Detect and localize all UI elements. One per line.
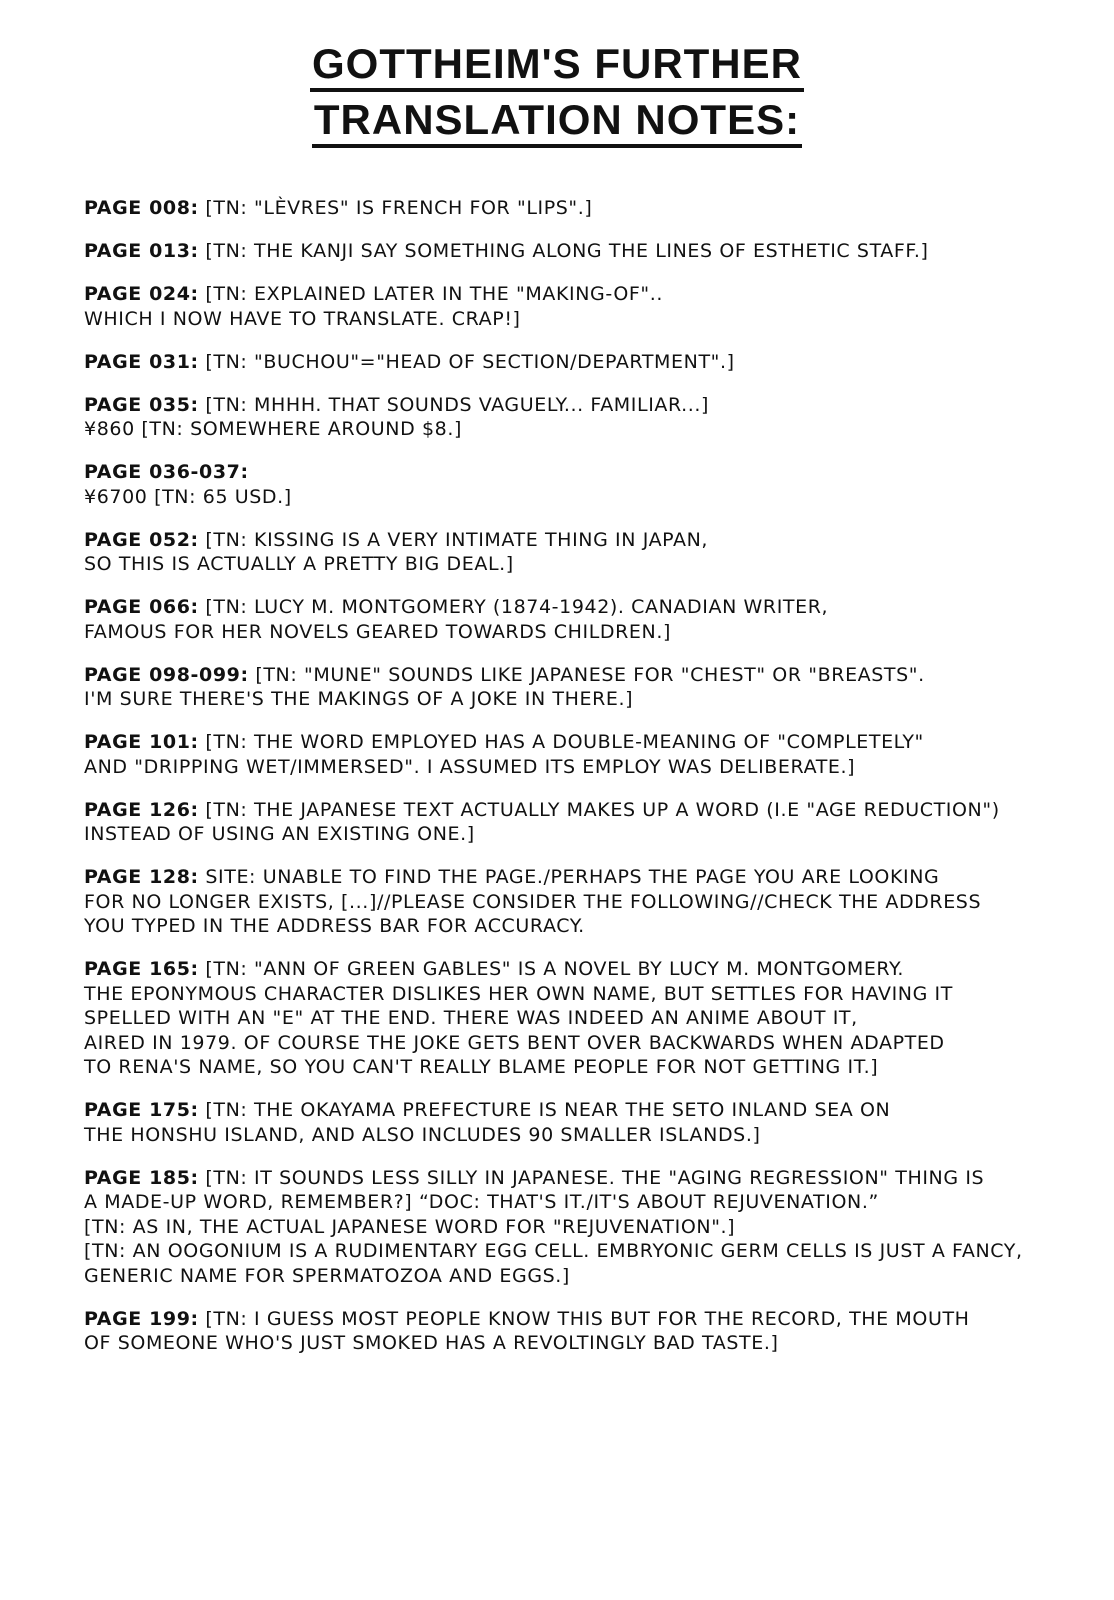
title-line-1: GOTTHEIM'S FURTHER (310, 40, 804, 92)
note-text: ¥6700 [TN: 65 USD.] (84, 485, 292, 508)
notes-list (84, 196, 1084, 1374)
note-label: PAGE 185: (84, 1166, 199, 1189)
note-text: [TN: "MUNE" SOUNDS LIKE JAPANESE FOR "CHEST" OR "BREASTS". (255, 663, 925, 686)
note-page-035 (84, 393, 1084, 442)
note-label: PAGE 035: (84, 393, 199, 416)
note-text: [TN: KISSING IS A VERY INTIMATE THING IN JAPAN, (205, 528, 709, 551)
note-label: PAGE 024: (84, 283, 199, 305)
note-text: FOR NO LONGER EXISTS, [...]//PLEASE CONSIDER THE FOLLOWING//CHECK THE ADDRESS (84, 890, 982, 913)
note-label: PAGE 126: (84, 798, 199, 821)
note-text: [TN: MHHH. THAT SOUNDS VAGUELY... FAMILIAR...] (205, 393, 710, 416)
note-page-036-037 (84, 460, 1084, 509)
note-text: [TN: THE KANJI SAY SOMETHING ALONG THE LINES OF ESTHETIC STAFF.] (205, 240, 929, 262)
note-text: [TN: AS IN, THE ACTUAL JAPANESE WORD FOR "REJUVENATION".] (84, 1215, 736, 1238)
note-text: AND "DRIPPING WET/IMMERSED". I ASSUMED ITS EMPLOY WAS DELIBERATE.] (84, 755, 856, 778)
note-page-126 (84, 798, 1084, 847)
note-text: THE HONSHU ISLAND, AND ALSO INCLUDES 90 SMALLER ISLANDS.] (84, 1123, 761, 1146)
note-label: PAGE 098-099: (84, 663, 249, 686)
note-text: [TN: THE OKAYAMA PREFECTURE IS NEAR THE SETO INLAND SEA ON (205, 1099, 891, 1121)
note-page-066 (84, 595, 1084, 644)
note-text: SITE: UNABLE TO FIND THE PAGE./PERHAPS THE PAGE YOU ARE LOOKING (205, 866, 940, 888)
note-page-024 (84, 282, 1084, 331)
page-title (0, 40, 1114, 152)
note-text: YOU TYPED IN THE ADDRESS BAR FOR ACCURACY. (84, 915, 585, 937)
note-text: I'M SURE THERE'S THE MAKINGS OF A JOKE IN THERE.] (84, 688, 634, 710)
note-page-185 (84, 1166, 1084, 1289)
note-page-013 (84, 239, 1084, 264)
note-text: [TN: "BUCHOU"="HEAD OF SECTION/DEPARTMENT".] (205, 350, 735, 373)
note-page-101 (84, 730, 1084, 779)
note-page-175 (84, 1098, 1084, 1147)
note-label: PAGE 008: (84, 197, 199, 219)
note-page-031 (84, 350, 1084, 375)
note-label: PAGE 175: (84, 1099, 199, 1121)
note-label: PAGE 066: (84, 596, 199, 618)
note-text: SO THIS IS ACTUALLY A PRETTY BIG DEAL.] (84, 553, 514, 575)
note-label: PAGE 031: (84, 350, 199, 373)
note-label: PAGE 013: (84, 240, 199, 262)
title-line-2: TRANSLATION NOTES: (312, 96, 802, 148)
note-text: WHICH I NOW HAVE TO TRANSLATE. CRAP!] (84, 307, 521, 330)
note-label: PAGE 052: (84, 528, 199, 551)
note-label: PAGE 128: (84, 866, 199, 888)
note-label: PAGE 165: (84, 958, 199, 980)
note-label: PAGE 101: (84, 731, 199, 753)
note-text: TO RENA'S NAME, SO YOU CAN'T REALLY BLAME PEOPLE FOR NOT GETTING IT.] (84, 1056, 879, 1078)
note-text: [TN: EXPLAINED LATER IN THE "MAKING-OF".. (205, 283, 664, 305)
note-text: INSTEAD OF USING AN EXISTING ONE.] (84, 823, 475, 845)
note-text: [TN: LUCY M. MONTGOMERY (1874-1942). CANADIAN WRITER, (205, 596, 829, 618)
note-text: [TN: I GUESS MOST PEOPLE KNOW THIS BUT FOR THE RECORD, THE MOUTH (205, 1307, 970, 1330)
note-label: PAGE 036-037: (84, 461, 249, 483)
note-text: GENERIC NAME FOR SPERMATOZOA AND EGGS.] (84, 1264, 570, 1287)
note-label: PAGE 199: (84, 1307, 199, 1330)
note-text: SPELLED WITH AN "E" AT THE END. THERE WAS INDEED AN ANIME ABOUT IT, (84, 1007, 858, 1029)
note-text: OF SOMEONE WHO'S JUST SMOKED HAS A REVOLTINGLY BAD TASTE.] (84, 1332, 779, 1354)
note-page-008 (84, 196, 1084, 221)
note-text: ¥860 [TN: SOMEWHERE AROUND $8.] (84, 418, 462, 440)
note-page-098-099 (84, 663, 1084, 712)
note-text: [TN: IT SOUNDS LESS SILLY IN JAPANESE. THE "AGING REGRESSION" THING IS (205, 1166, 985, 1189)
note-text: [TN: "ANN OF GREEN GABLES" IS A NOVEL BY LUCY M. MONTGOMERY. (205, 958, 905, 980)
note-page-199 (84, 1307, 1084, 1356)
note-text: A MADE-UP WORD, REMEMBER?] “DOC: THAT'S IT./IT'S ABOUT REJUVENATION.” (84, 1191, 879, 1213)
note-text: [TN: THE WORD EMPLOYED HAS A DOUBLE-MEANING OF "COMPLETELY" (205, 731, 924, 753)
note-page-165 (84, 957, 1084, 1080)
note-text: [TN: "LÈVRES" IS FRENCH FOR "LIPS".] (205, 197, 593, 219)
note-text: [TN: AN OOGONIUM IS A RUDIMENTARY EGG CELL. EMBRYONIC GERM CELLS IS JUST A FANCY, (84, 1240, 1023, 1262)
note-text: [TN: THE JAPANESE TEXT ACTUALLY MAKES UP A WORD (I.E "AGE REDUCTION") (205, 798, 1000, 821)
note-text: FAMOUS FOR HER NOVELS GEARED TOWARDS CHILDREN.] (84, 620, 672, 643)
note-page-052 (84, 528, 1084, 577)
note-text: AIRED IN 1979. OF COURSE THE JOKE GETS BENT OVER BACKWARDS WHEN ADAPTED (84, 1031, 945, 1054)
note-page-128 (84, 865, 1084, 939)
note-text: THE EPONYMOUS CHARACTER DISLIKES HER OWN NAME, BUT SETTLES FOR HAVING IT (84, 982, 953, 1005)
